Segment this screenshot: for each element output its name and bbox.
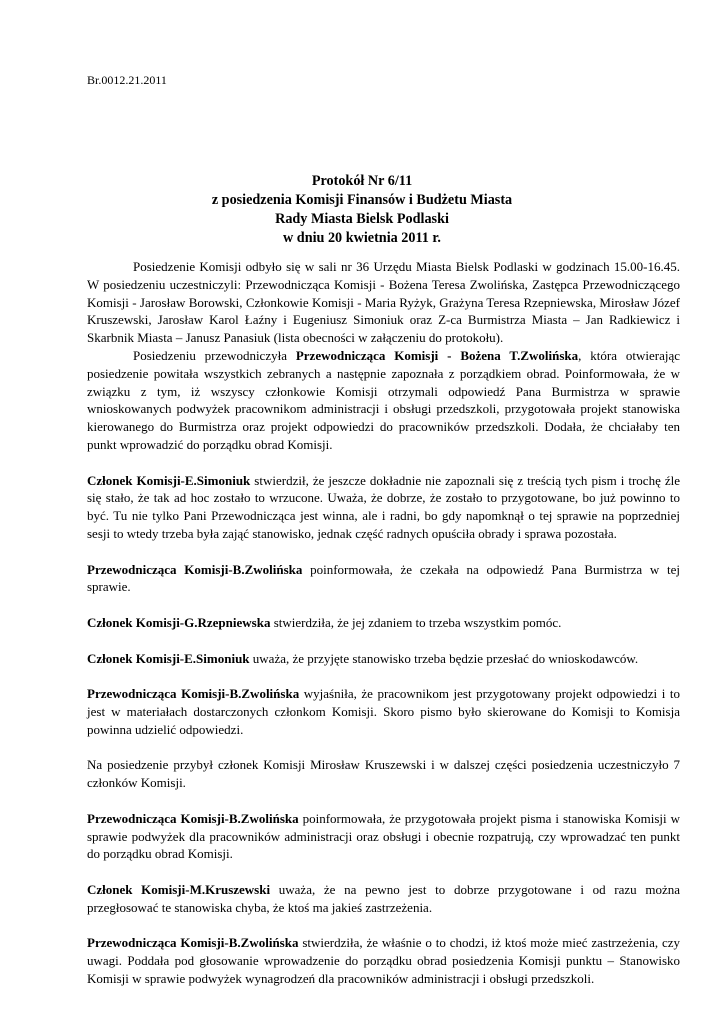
paragraph-opening bbox=[87, 347, 680, 454]
paragraph-text: stwierdził, że jeszcze dokładnie nie zapoznali się z treścią tych pism i trochę źle się stało, że tak ad hoc zostało to wrzucone. Uważa, że dobrze, że zostało to przygotowane, bo już powinno to być. Tu nie tylko Pani Przewodnicząca jest winna, ale i radni, bo gdy napomknął o tej sprawie na poprzedniej sesji to wtedy trzeba była zająć stanowisko, jednak część radnych opuściła obrady i sprawa pozostała. bbox=[87, 472, 680, 541]
paragraph-text: stwierdziła, że właśnie o to chodzi, iż ktoś może mieć zastrzeżenia, czy uwagi. Poddała pod głosowanie wprowadzenie do porządku obrad posiedzenia Komisji punktu – Stanowisko Komisji w sprawie podwyżek wynagrodzeń dla pracowników administracji i obsługi przedszkoli. bbox=[87, 935, 680, 986]
paragraph-statement bbox=[87, 614, 680, 632]
title-line-2: z posiedzenia Komisji Finansów i Budżetu Miasta bbox=[211, 192, 513, 208]
speaker-name: Członek Komisji-E.Simoniuk bbox=[87, 650, 250, 666]
paragraph-attendance: Posiedzenie Komisji odbyło się w sali nr 36 Urzędu Miasta Bielsk Podlaski w godzinach 15.00-16.45. W posiedzeniu uczestniczyli: Przewodnicząca Komisji - Bożena Teresa Zwolińska, Zastępca Przewodniczącego Komisji - Jarosław Borowski, Członkowie Komisji - Maria Ryżyk, Grażyna Teresa Rzepniewska, Mirosław Józef Kruszewski, Jarosław Karol Łaźny i Eugeniusz Simoniuk oraz Z-ca Burmistrza Miasta – Jan Radkiewicz i Skarbnik Miasta – Janusz Panasiuk (lista obecności w załączeniu do protokołu). bbox=[87, 259, 680, 346]
paragraph-statement bbox=[87, 881, 680, 917]
paragraph-statement bbox=[87, 685, 680, 738]
speaker-name: Członek Komisji-E.Simoniuk bbox=[87, 472, 251, 488]
paragraph-text: wyjaśniła, że pracownikom jest przygotowany projekt odpowiedzi i to jest w materiałach dostarczonych członkom Komisji. Skoro pismo było skierowane do Komisji to Komisja powinna udzielić odpowiedzi. bbox=[87, 686, 680, 737]
paragraph-text: poinformowała, że czekała na odpowiedź Pana Burmistrza w tej sprawie. bbox=[87, 561, 680, 595]
speaker-name: Przewodnicząca Komisji - Bożena T.Zwolińska bbox=[295, 347, 579, 363]
paragraph-text: uważa, że przyjęte stanowisko trzeba będzie przesłać do wnioskodawców. bbox=[249, 650, 639, 666]
paragraph-text: poinformowała, że przygotowała projekt pisma i stanowiska Komisji w sprawie podwyżek dla pracowników administracji oraz obsługi i obecnie rozpatrują, czy wprowadzać ten punkt do porządku obrad Komisji. bbox=[87, 810, 680, 862]
speaker-name: Przewodnicząca Komisji-B.Zwolińska bbox=[87, 561, 303, 577]
reference-number: Br.0012.21.2011 bbox=[87, 73, 167, 87]
paragraph-text: , która otwierając posiedzenie powitała wszystkich zebranych a następnie zapoznała z porządkiem obrad. Poinformowała, że w związku z tym, iż wszyscy członkowie Komisji otrzymali odpowiedź Pana Burmistrza w sprawie wnioskowanych podwyżek pracownikom administracji i obsługi przedszkoli, przygotowała projekt stanowiska kierowanego do Burmistrza oraz projekt odpowiedzi do pracowników przedszkoli. Dodała, że chciałaby ten punkt wprowadzić do porządku obrad Komisji. bbox=[87, 347, 680, 452]
paragraph-statement bbox=[87, 810, 680, 863]
paragraph-note: Na posiedzenie przybył członek Komisji Mirosław Kruszewski i w dalszej części posiedzenia uczestniczyło 7 członków Komisji. bbox=[87, 757, 680, 791]
speaker-name: Członek Komisji-M.Kruszewski bbox=[87, 881, 271, 897]
paragraph-statement bbox=[87, 650, 680, 668]
title-line-4: w dniu 20 kwietnia 2011 r. bbox=[283, 230, 441, 246]
paragraph-statement bbox=[87, 934, 680, 987]
speaker-name: Przewodnicząca Komisji-B.Zwolińska bbox=[87, 935, 299, 951]
speaker-name: Przewodnicząca Komisji-B.Zwolińska bbox=[87, 686, 300, 702]
paragraph-statement bbox=[87, 472, 680, 543]
paragraph-text: uważa, że na pewno jest to dobrze przygotowane i od razu można przegłosować te stanowiska chyba, że ktoś ma jakieś zastrzeżenia. bbox=[87, 881, 680, 915]
document-title bbox=[0, 172, 724, 248]
title-line-1: Protokół Nr 6/11 bbox=[311, 173, 413, 189]
paragraph-text: stwierdziła, że jej zdaniem to trzeba wszystkim pomóc. bbox=[270, 614, 562, 630]
paragraph-statement bbox=[87, 561, 680, 597]
document-body bbox=[87, 258, 680, 1005]
speaker-name: Przewodnicząca Komisji-B.Zwolińska bbox=[87, 810, 299, 826]
paragraph-text: Posiedzeniu przewodniczyła bbox=[133, 347, 296, 363]
speaker-name: Członek Komisji-G.Rzepniewska bbox=[87, 614, 271, 630]
title-line-3: Rady Miasta Bielsk Podlaski bbox=[275, 211, 449, 227]
